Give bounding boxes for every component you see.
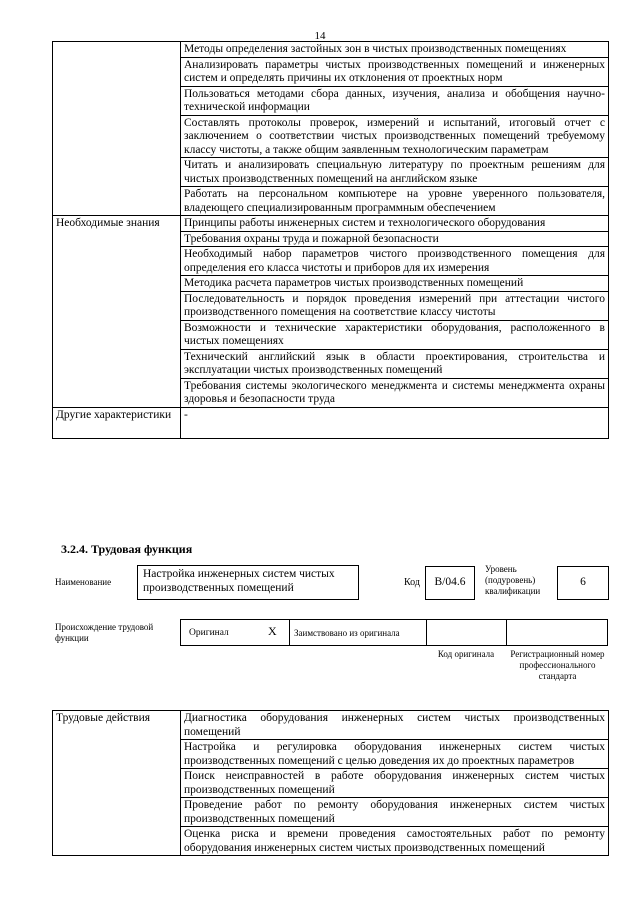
table-cell: Работать на персональном компьютере на уровне уверенного пользователя, владеющего специализированным программным обеспечением bbox=[181, 187, 609, 216]
table-cell: Требования охраны труда и пожарной безопасности bbox=[181, 231, 609, 247]
table-cell: Методы определения застойных зон в чистых производственных помещениях bbox=[181, 42, 609, 58]
row-label: Необходимые знания bbox=[53, 216, 181, 232]
row-label: Другие характеристики bbox=[53, 407, 181, 438]
code-original-caption: Код оригинала bbox=[437, 649, 495, 659]
table-cell: Настройка и регулировка оборудования инженерных систем чистых производственных помещений с целью доведения их до проектных параметров bbox=[181, 740, 609, 769]
code-value-box bbox=[425, 566, 475, 600]
section-title: 3.2.4. Трудовая функция bbox=[61, 542, 193, 556]
table-row bbox=[53, 231, 609, 247]
table-row bbox=[53, 247, 609, 276]
divider bbox=[426, 620, 427, 645]
labour-actions-table bbox=[52, 710, 609, 856]
level-label: Уровень (подуровень) квалификации bbox=[485, 564, 541, 596]
function-name-box bbox=[137, 565, 359, 600]
origin-row bbox=[180, 619, 608, 646]
table-cell: Составлять протоколы проверок, измерений и испытаний, итоговый отчет с заключением о соответствии чистых производственных помещений требуемому классу чистоты, а также общим заявленным технологическим параметрам bbox=[181, 115, 609, 158]
table-cell: Проведение работ по ремонту оборудования инженерных систем чистых производственных помещений bbox=[181, 798, 609, 827]
table-row bbox=[53, 378, 609, 407]
table-row bbox=[53, 276, 609, 292]
divider bbox=[506, 620, 507, 645]
table-cell: Поиск неисправностей в работе оборудования инженерных систем чистых производственных помещений bbox=[181, 769, 609, 798]
table-cell: Читать и анализировать специальную литературу по проектным решениям для чистых производственных помещений на английском языке bbox=[181, 158, 609, 187]
page-number: 14 bbox=[314, 30, 326, 42]
table-cell: Методика расчета параметров чистых производственных помещений bbox=[181, 276, 609, 292]
table-cell: Технический английский язык в области проектирования, строительства и эксплуатации чистых производственных помещений bbox=[181, 349, 609, 378]
origin-label: Происхождение трудовой функции bbox=[55, 622, 154, 643]
table-row bbox=[53, 115, 609, 158]
skills-knowledge-table bbox=[52, 41, 609, 439]
table-cell: Оценка риска и времени проведения самостоятельных работ по ремонту оборудования инженерных систем чистых производственных помещений bbox=[181, 827, 609, 856]
original-label: Оригинал bbox=[189, 628, 229, 638]
table-cell: Необходимый набор параметров чистого производственного помещения для определения его класса чистоты и приборов для их измерения bbox=[181, 247, 609, 276]
borrowed-label: Заимствовано из оригинала bbox=[294, 628, 400, 638]
table-row bbox=[53, 827, 609, 856]
name-label: Наименование bbox=[55, 577, 112, 587]
table-cell: Возможности и технические характеристики оборудования, расположенного в чистых помещениях bbox=[181, 320, 609, 349]
divider bbox=[289, 620, 290, 645]
table-row bbox=[53, 216, 609, 232]
table-row bbox=[53, 86, 609, 115]
table-row bbox=[53, 57, 609, 86]
code-label: Код bbox=[404, 577, 420, 588]
row-label: Трудовые действия bbox=[53, 711, 181, 740]
table-row bbox=[53, 320, 609, 349]
original-mark: X bbox=[268, 624, 277, 638]
table-cell: Принципы работы инженерных систем и технологического оборудования bbox=[181, 216, 609, 232]
registration-caption: Регистрационный номер профессионального стандарта bbox=[510, 649, 605, 681]
table-cell: Требования системы экологического менеджмента и системы менеджмента охраны здоровья и безопасности труда bbox=[181, 378, 609, 407]
table-cell: Диагностика оборудования инженерных систем чистых производственных помещений bbox=[181, 711, 609, 740]
table-row bbox=[53, 798, 609, 827]
table-row bbox=[53, 291, 609, 320]
table-row bbox=[53, 158, 609, 187]
table-row bbox=[53, 349, 609, 378]
table-row bbox=[53, 407, 609, 438]
level-value: 6 bbox=[580, 576, 586, 589]
table-cell: - bbox=[181, 407, 609, 438]
table-row bbox=[53, 740, 609, 769]
table-row bbox=[53, 187, 609, 216]
table-row bbox=[53, 42, 609, 58]
table-cell: Пользоваться методами сбора данных, изучения, анализа и обобщения научно-технической информации bbox=[181, 86, 609, 115]
table-cell: Последовательность и порядок проведения измерений при аттестации чистого производственного помещения на соответствие классу чистоты bbox=[181, 291, 609, 320]
table-row bbox=[53, 769, 609, 798]
table-cell: Анализировать параметры чистых производственных помещений и инженерных систем и определять причины их отклонения от проектных норм bbox=[181, 57, 609, 86]
code-value: B/04.6 bbox=[434, 576, 466, 589]
level-value-box bbox=[557, 566, 609, 600]
table-row bbox=[53, 711, 609, 740]
function-name: Настройка инженерных систем чистых производственных помещений bbox=[143, 568, 335, 594]
